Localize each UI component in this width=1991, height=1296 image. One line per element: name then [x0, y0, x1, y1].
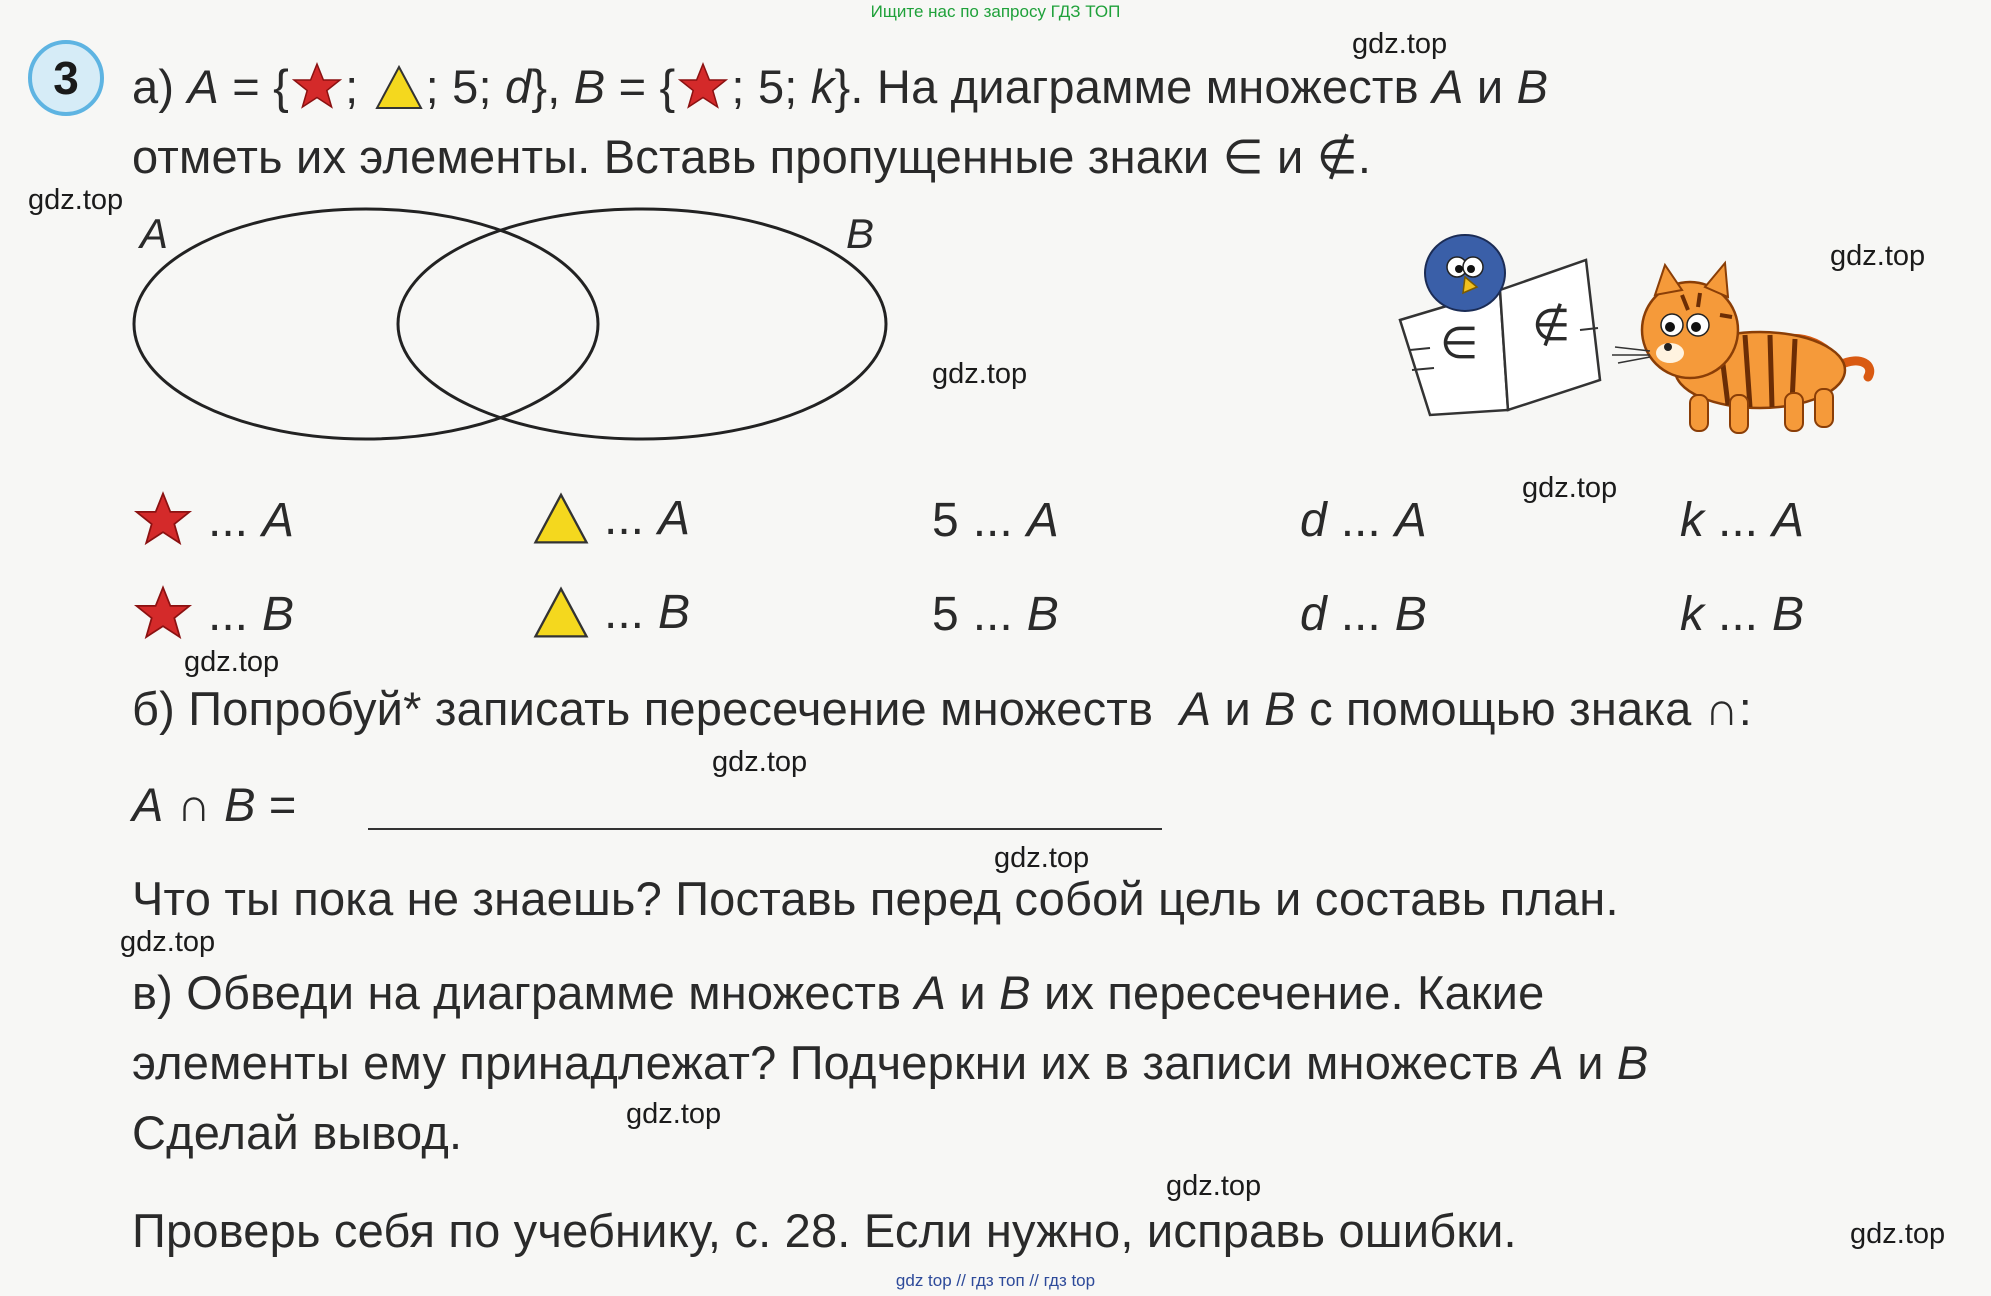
set-b-name: B — [1394, 587, 1427, 641]
watermark: gdz.top — [626, 1098, 722, 1130]
element-d: d — [505, 60, 532, 113]
set-b-name: B — [1616, 1036, 1649, 1089]
set-b-name: B — [1772, 587, 1805, 641]
element-k: k — [1680, 587, 1704, 641]
set-a-name: A — [1772, 493, 1805, 547]
venn-diagram — [110, 200, 900, 450]
part-c-line-1 — [132, 964, 1962, 1022]
watermark: gdz.top — [932, 358, 1028, 390]
star-icon — [132, 490, 194, 550]
set-a-name: A — [262, 493, 295, 547]
book-left-sign: ∈ — [1440, 318, 1479, 369]
star-icon — [677, 61, 729, 113]
task-number-badge: 3 — [28, 40, 104, 116]
formula-cap: ∩ — [163, 778, 225, 831]
watermark: gdz.top — [1850, 1218, 1946, 1250]
element-five-b: 5 — [757, 60, 785, 113]
sep-3: ; — [478, 60, 506, 113]
part-a-suffix: На диаграмме множеств — [863, 60, 1419, 113]
element-d: d — [1300, 493, 1327, 547]
answer-line[interactable] — [368, 828, 1162, 830]
set-a-ellipse — [134, 209, 598, 439]
set-a-eq-open: = { — [219, 60, 290, 113]
part-b-text: б) Попробуй* записать пересечение множеств — [132, 682, 1154, 735]
relation-five-a — [932, 490, 1059, 550]
part-b-suffix: с помощью знака ∩: — [1295, 682, 1753, 735]
formula-eq: = — [255, 778, 297, 831]
set-a-name: A — [914, 966, 947, 1019]
venn-label-b: B — [846, 210, 875, 257]
set-a-name-2: A — [1432, 60, 1464, 113]
part-c-suffix: их пересечение. Какие — [1030, 966, 1545, 1019]
formula-b: B — [224, 778, 256, 831]
watermark: gdz.top — [1830, 240, 1926, 272]
ellipsis: ... — [604, 491, 645, 545]
ellipsis: ... — [1718, 587, 1759, 641]
star-icon — [291, 61, 343, 113]
set-b-ellipse — [398, 209, 886, 439]
part-c-prefix: в) Обведи на диаграмме множеств — [132, 966, 902, 1019]
set-b-name: B — [262, 587, 295, 641]
ellipsis: ... — [1340, 493, 1381, 547]
watermark: gdz.top — [1166, 1170, 1262, 1202]
part-a-prefix: а) — [132, 60, 188, 113]
ellipsis: ... — [1340, 587, 1381, 641]
star-icon — [132, 584, 194, 644]
relation-triangle-a — [532, 490, 690, 546]
part-c-line-2 — [132, 1034, 1962, 1092]
tiger-icon — [1610, 255, 1890, 440]
sep-5: ; — [784, 60, 811, 113]
part-c-line-3: Сделай вывод. — [132, 1106, 463, 1159]
watermark: gdz.top — [28, 184, 124, 216]
set-b-name: B — [1264, 682, 1296, 735]
ellipsis: ... — [972, 493, 1013, 547]
set-a-name: A — [1179, 682, 1212, 735]
part-c-line2-prefix: элементы ему принадлежат? Подчеркни их в записи множеств — [132, 1036, 1520, 1089]
set-b-eq-open: = { — [605, 60, 676, 113]
element-five: 5 — [932, 587, 959, 641]
part-a-line-2: отметь их элементы. Вставь пропущенные знаки ∈ и ∉. — [132, 130, 1372, 183]
element-k: k — [1680, 493, 1704, 547]
close-comma: }, — [531, 60, 574, 113]
question-line: Что ты пока не знаешь? Поставь перед собой цель и составь план. — [132, 872, 1619, 925]
relation-five-b — [932, 584, 1059, 644]
set-b-name: B — [573, 60, 606, 113]
part-b-line — [132, 680, 1962, 738]
intersection-formula — [132, 776, 297, 834]
bottom-banner: gdz top // гдз топ // гдз top — [895, 1271, 1096, 1290]
check-line: Проверь себя по учебнику, с. 28. Если нужно, исправь ошибки. — [132, 1204, 1517, 1257]
relation-d-b — [1300, 584, 1427, 644]
part-c-and-2: и — [1563, 1036, 1617, 1089]
ellipsis: ... — [208, 493, 249, 547]
relation-star-a — [132, 490, 294, 550]
formula-a: A — [132, 778, 164, 831]
ellipsis: ... — [604, 585, 645, 639]
set-b-name: B — [1026, 587, 1059, 641]
set-b-name: B — [999, 966, 1031, 1019]
set-a-name: A — [1532, 1036, 1564, 1089]
relation-star-b — [132, 584, 294, 644]
relation-k-a — [1680, 490, 1804, 550]
watermark: gdz.top — [184, 646, 280, 678]
relation-d-a — [1300, 490, 1427, 550]
set-a-name: A — [1394, 493, 1427, 547]
triangle-icon — [532, 584, 590, 640]
part-c-and: и — [946, 966, 1000, 1019]
book-right-sign: ∉ — [1532, 300, 1571, 351]
element-d: d — [1300, 587, 1327, 641]
sep-1: ; — [345, 60, 372, 113]
relation-k-b — [1680, 584, 1804, 644]
watermark: gdz.top — [712, 746, 808, 778]
set-a-name: A — [658, 491, 691, 545]
set-b-name: B — [658, 585, 691, 639]
element-k: k — [810, 60, 835, 113]
element-five: 5 — [932, 493, 959, 547]
bird-icon — [1415, 225, 1515, 315]
part-a-line-1 — [132, 58, 1962, 116]
and-1: и — [1463, 60, 1517, 113]
relation-triangle-b — [532, 584, 690, 640]
watermark: gdz.top — [994, 842, 1090, 874]
sep-2: ; — [425, 60, 453, 113]
part-b-and: и — [1211, 682, 1265, 735]
triangle-icon — [532, 490, 590, 546]
venn-label-a: A — [140, 210, 169, 257]
ellipsis: ... — [208, 587, 249, 641]
triangle-icon — [374, 63, 424, 111]
element-five: 5 — [452, 60, 479, 113]
set-b-name-2: B — [1516, 60, 1549, 113]
ellipsis: ... — [1718, 493, 1759, 547]
top-banner: Ищите нас по запросу ГДЗ ТОП — [870, 2, 1121, 21]
set-a-name: A — [187, 60, 220, 113]
sep-4: ; — [731, 60, 758, 113]
watermark: gdz.top — [1352, 28, 1448, 60]
watermark: gdz.top — [1522, 472, 1618, 504]
watermark: gdz.top — [120, 926, 216, 958]
set-a-name: A — [1026, 493, 1059, 547]
ellipsis: ... — [972, 587, 1013, 641]
close-period: }. — [834, 60, 864, 113]
